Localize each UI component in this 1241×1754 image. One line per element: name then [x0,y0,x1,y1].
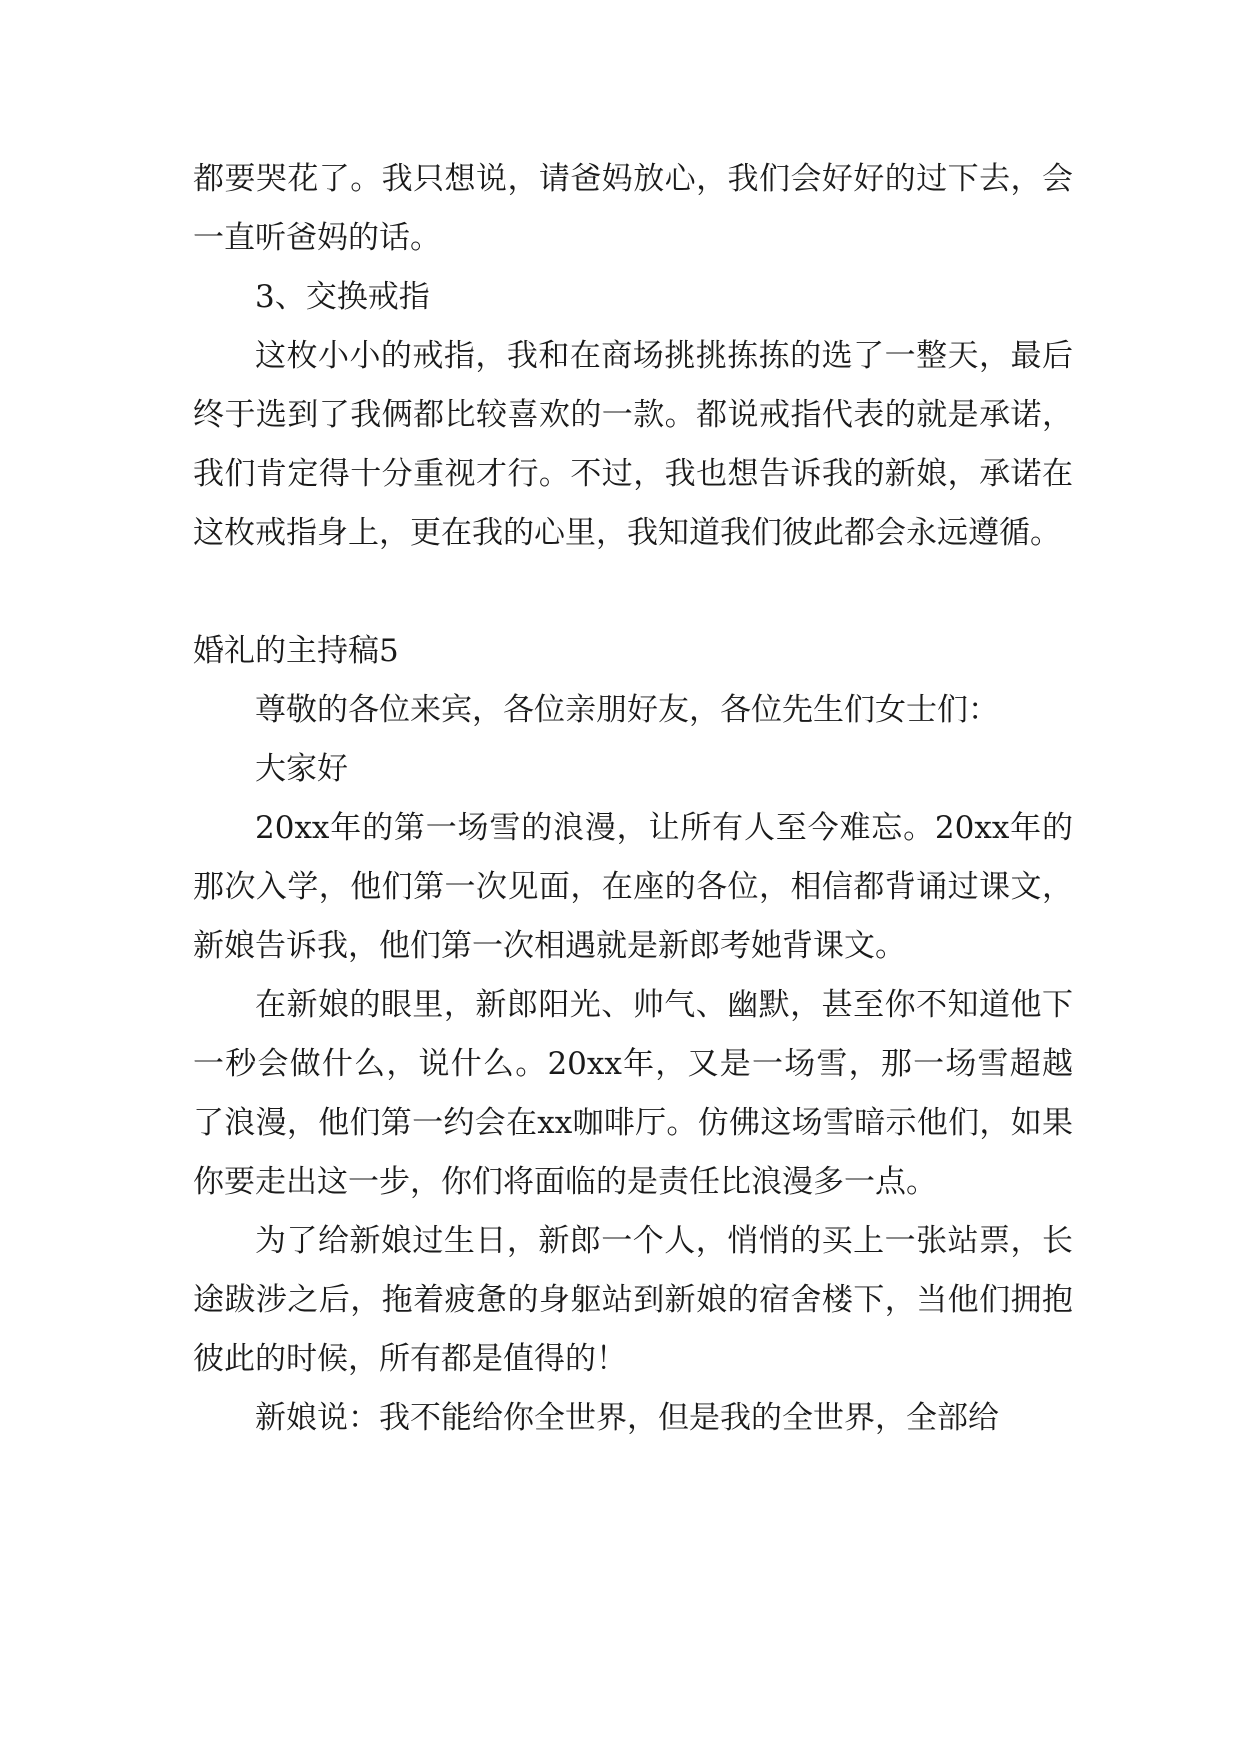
paragraph-continued: 都要哭花了。我只想说，请爸妈放心，我们会好好的过下去，会一直听爸妈的话。 [193,161,1073,256]
paragraph-bride-says: 新娘说：我不能给你全世界，但是我的全世界，全部给 [255,1400,999,1436]
document-body [193,150,1073,1448]
paragraph-bride-view: 在新娘的眼里，新郎阳光、帅气、幽默，甚至你不知道他下一秒会做什么，说什么。20xx年，又是一场雪，那一场雪超越了浪漫，他们第一约会在xx咖啡厅。仿佛这场雪暗示他们，如果你要走出这一步，你们将面临的是责任比浪漫多一点。 [193,987,1073,1200]
list-item-exchange-rings: 3、交换戒指 [255,279,430,315]
section-gap [193,563,1073,622]
paragraph-first-snow: 20xx年的第一场雪的浪漫，让所有人至今难忘。20xx年的那次入学，他们第一次见面，在座的各位，相信都背诵过课文，新娘告诉我，他们第一次相遇就是新郎考她背课文。 [193,810,1073,964]
paragraph-greeting: 尊敬的各位来宾，各位亲朋好友，各位先生们女士们： [255,692,999,728]
paragraph-birthday: 为了给新娘过生日，新郎一个人，悄悄的买上一张站票，长途跋涉之后，拖着疲惫的身躯站到新娘的宿舍楼下，当他们拥抱彼此的时候，所有都是值得的！ [193,1223,1073,1377]
section-heading: 婚礼的主持稿5 [193,633,399,669]
paragraph-ring: 这枚小小的戒指，我和在商场挑挑拣拣的选了一整天，最后终于选到了我俩都比较喜欢的一款。都说戒指代表的就是承诺，我们肯定得十分重视才行。不过，我也想告诉我的新娘，承诺在这枚戒指身上，更在我的心里，我知道我们彼此都会永远遵循。 [193,338,1073,551]
paragraph-hello: 大家好 [255,751,348,787]
